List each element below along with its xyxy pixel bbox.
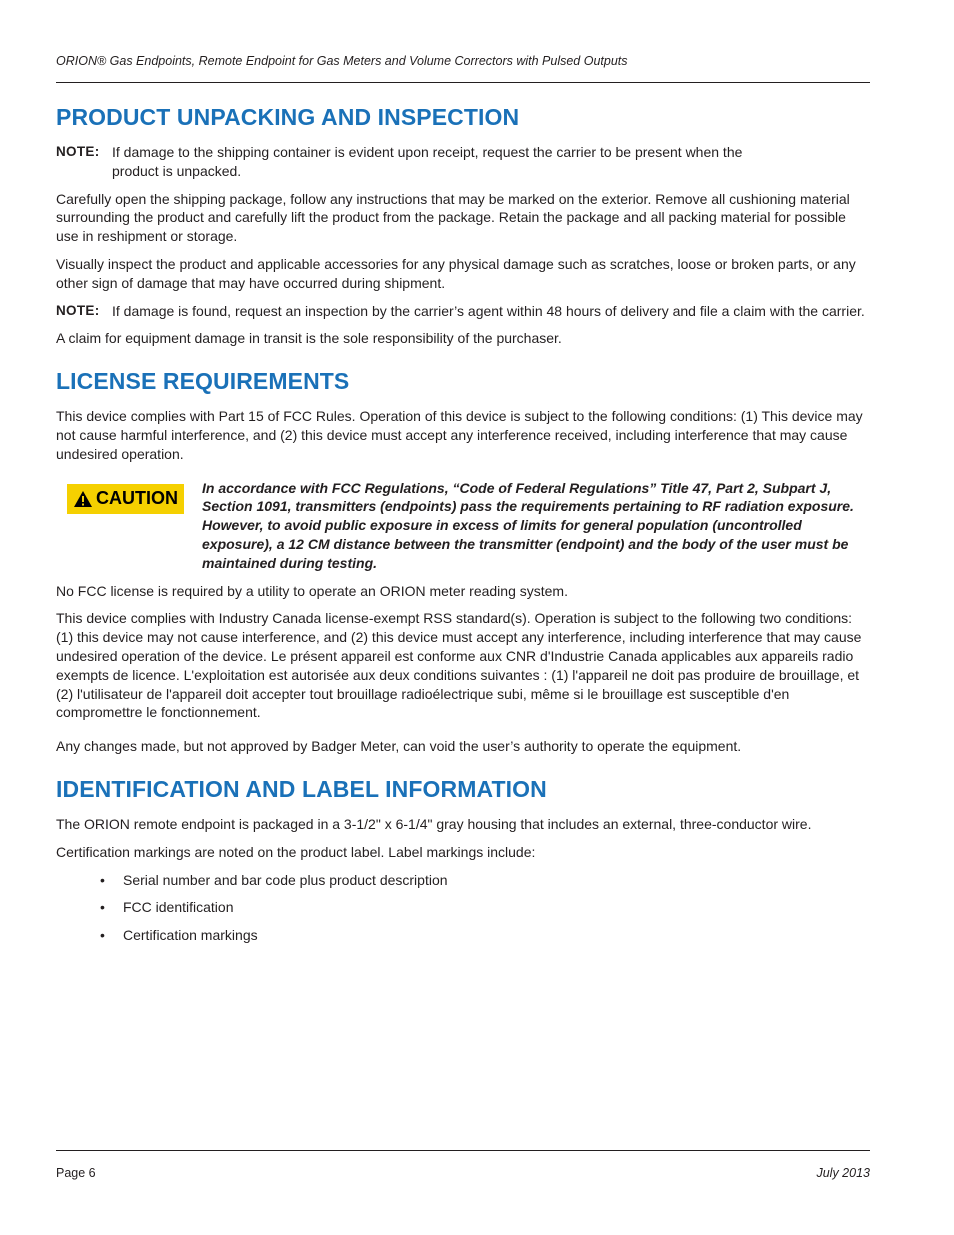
note-shipping-damage bbox=[56, 143, 870, 181]
page-content bbox=[56, 104, 870, 945]
paragraph-fcc-part15: This device complies with Part 15 of FCC Rules. Operation of this device is subject to the following conditions: (1) This device may not cause harmful interference, and (2) this device must accept any interference received, including interference that may cause undesired operation. bbox=[56, 408, 863, 462]
note-label: NOTE: bbox=[56, 144, 100, 159]
footer-rule bbox=[56, 1150, 870, 1151]
heading-unpacking: PRODUCT UNPACKING AND INSPECTION bbox=[56, 104, 520, 130]
paragraph-inspect: Visually inspect the product and applicable accessories for any physical damage such as scratches, loose or broken parts, or any other sign of damage that may have occurred during shipment. bbox=[56, 255, 856, 291]
caution-label: CAUTION bbox=[96, 488, 178, 509]
note-label: NOTE: bbox=[56, 302, 100, 318]
caution-block bbox=[56, 479, 870, 573]
document-page bbox=[56, 0, 870, 1235]
paragraph-housing: The ORION remote endpoint is packaged in a 3-1/2" x 6-1/4" gray housing that includes an external, three-conductor wire. bbox=[56, 815, 812, 832]
paragraph-claim: A claim for equipment damage in transit is the sole responsibility of the purchaser. bbox=[56, 330, 562, 347]
list-item: • Certification markings bbox=[100, 927, 258, 944]
page-number: Page 6 bbox=[56, 1166, 96, 1180]
warning-triangle-icon bbox=[73, 490, 93, 508]
label-markings-list bbox=[56, 871, 870, 945]
heading-identification: IDENTIFICATION AND LABEL INFORMATION bbox=[56, 775, 547, 802]
caution-badge bbox=[67, 484, 184, 514]
note-text: If damage is found, request an inspection by the carrier’s agent within 48 hours of delivery and file a claim with the carrier. bbox=[112, 302, 865, 319]
running-header: ORION® Gas Endpoints, Remote Endpoint for Gas Meters and Volume Correctors with Pulsed Outputs bbox=[56, 54, 628, 68]
note-text: If damage to the shipping container is evident upon receipt, request the carrier to be present when the product is unpacked. bbox=[112, 144, 743, 179]
paragraph-open-package: Carefully open the shipping package, follow any instructions that may be marked on the exterior. Remove all cushioning material surrounding the product and carefully lift the product from the package. Retain the package and all packing material for possible use in reshipment or storage. bbox=[56, 190, 850, 245]
heading-license: LICENSE REQUIREMENTS bbox=[56, 368, 350, 395]
note-damage-found bbox=[56, 302, 870, 321]
paragraph-certification: Certification markings are noted on the product label. Label markings include: bbox=[56, 843, 536, 860]
list-item: • FCC identification bbox=[100, 899, 234, 916]
paragraph-industry-canada: This device complies with Industry Canada license-exempt RSS standard(s). Operation is subject to the following two conditions: (1) this device may not cause interference, and (2) this device must accept any interference, including interference that may cause undesired operation of the device. Le présent appareil est conforme aux CNR d'Industrie Canada applicables aux appareils radio exempts de licence. L'exploitation est autorisée aux deux conditions suivantes : (1) l'appareil ne doit pas produire de brouillage, et (2) l'utilisateur de l'appareil doit accepter tout brouillage radioélectrique subi, même si le brouillage est susceptible d'en compromettre le fonctionnement. bbox=[56, 610, 862, 721]
paragraph-changes: Any changes made, but not approved by Badger Meter, can void the user’s authority to operate the equipment. bbox=[56, 738, 742, 755]
header-rule bbox=[56, 82, 870, 83]
publication-date: July 2013 bbox=[816, 1166, 870, 1180]
caution-text: In accordance with FCC Regulations, “Code of Federal Regulations” Title 47, Part 2, Subpart J, Section 1091, transmitters (endpoints) pass the requirements pertaining to RF radiation exposure. However, to avoid public exposure in excess of limits for general population (uncontrolled exposure), a 12 CM distance between the transmitter (endpoint) and the body of the user must be maintained during testing. bbox=[202, 479, 854, 571]
paragraph-no-license: No FCC license is required by a utility to operate an ORION meter reading system. bbox=[56, 582, 568, 599]
list-item: • Serial number and bar code plus product description bbox=[100, 871, 448, 888]
